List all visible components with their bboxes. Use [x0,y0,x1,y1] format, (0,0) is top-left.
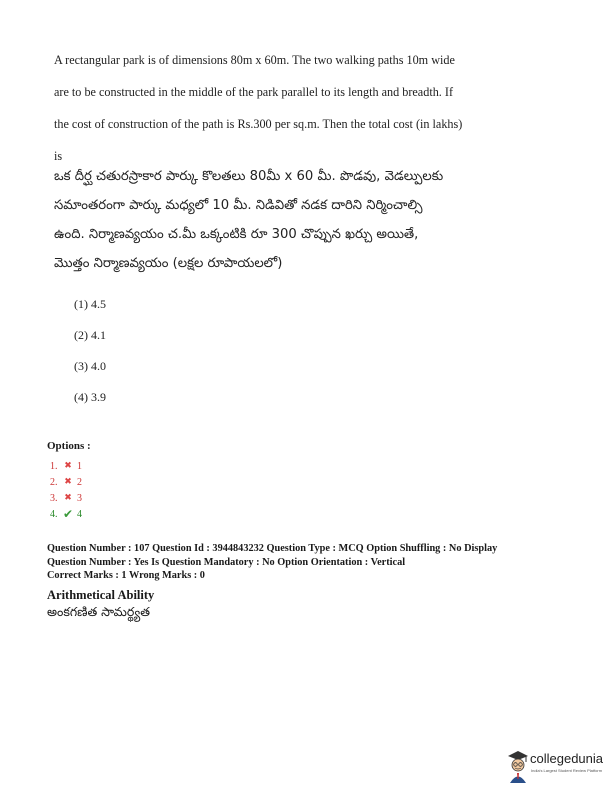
option-value: 4 [77,508,82,520]
meta-line: Question Number : Yes Is Question Mandatory : No Option Orientation : Vertical [47,556,406,568]
question-telugu [54,162,524,278]
cross-icon: ✖ [64,461,72,471]
option-row [47,490,82,506]
question-line-te: ఒక దీర్ఘ చతురస్రాకార పార్కు కొలతలు 80మీ x 60 మీ. పొడవు, వెడల్పులకు [54,169,444,184]
question-line-te: ఉంది. నిర్మాణవ్యయం చ.మీ ఒక్కంటికి రూ 300 చొప్పున ఖర్చు అయితే, [54,227,419,242]
option-row [47,474,82,490]
option-number: 1. [50,460,58,472]
options-heading: Options : [47,440,91,452]
subject-telugu: అంకగణిత సామర్థ్యత [47,604,150,619]
question-line: the cost of construction of the path is Rs.300 per sq.m. Then the total cost (in lakhs) [54,117,463,131]
question-line-te: మొత్తం నిర్మాణవ్యయం (లక్షల రూపాయలలో) [54,256,283,271]
option-value: 3 [77,492,82,504]
options-list [47,458,82,522]
cross-icon: ✖ [64,477,72,487]
question-line: is [54,149,63,163]
logo-name: collegedunia [530,751,604,766]
choice-4: (4) 3.9 [74,390,106,404]
meta-line: Correct Marks : 1 Wrong Marks : 0 [47,570,205,581]
question-line: A rectangular park is of dimensions 80m x 60m. The two walking paths 10m wide [54,53,455,67]
collegedunia-logo [506,748,610,784]
option-value: 1 [77,460,82,472]
logo-tagline: India's Largest Student Review Platform [531,768,603,773]
option-number: 2. [50,476,58,488]
option-number: 3. [50,492,58,504]
graduate-mascot-icon [506,748,530,784]
answer-choices [74,296,106,420]
cross-icon: ✖ [64,493,72,503]
question-metadata [47,542,497,583]
option-number: 4. [50,508,58,520]
choice-1: (1) 4.5 [74,297,106,311]
choice-3: (3) 4.0 [74,359,106,373]
meta-line: Question Number : 107 Question Id : 3944843232 Question Type : MCQ Option Shuffling : No Display [47,543,498,554]
option-row [47,506,82,522]
check-icon: ✔ [62,507,74,521]
question-english [54,44,524,172]
choice-2: (2) 4.1 [74,328,106,342]
question-line: are to be constructed in the middle of the park parallel to its length and breadth. If [54,85,454,99]
option-value: 2 [77,476,82,488]
question-line-te: సమాంతరంగా పార్కు మధ్యలో 10 మీ. నిడివితో నడక దారిని నిర్మించాల్సి [54,198,423,213]
subject-english: Arithmetical Ability [47,588,155,602]
option-row [47,458,82,474]
